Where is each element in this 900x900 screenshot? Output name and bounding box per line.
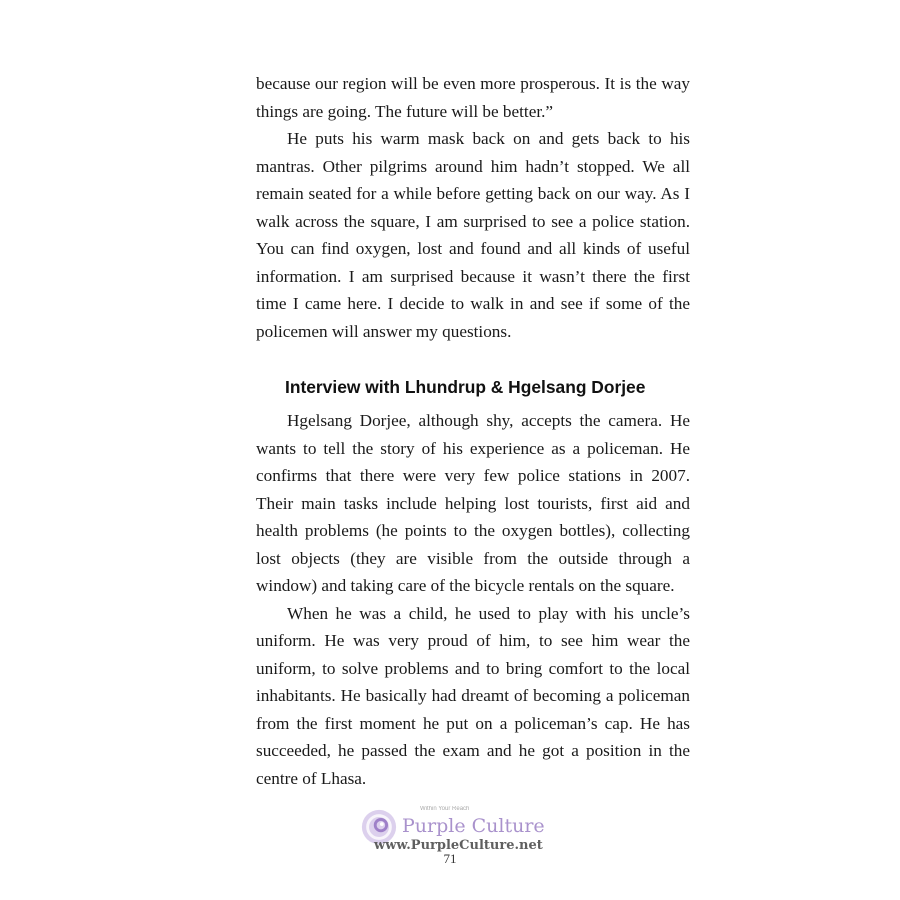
watermark-tagline: Within Your Reach [420, 806, 470, 812]
text-block-top [256, 70, 690, 345]
watermark-url: www.PurpleCulture.net [374, 838, 543, 853]
page-number: 71 [443, 851, 457, 866]
text-block-bottom [256, 407, 690, 792]
paragraph-childhood: When he was a child, he used to play with his uncle’s uniform. He was very proud of him, to see him wear the uniform, to solve problems and to bring comfort to the local inhabitants. He basically had dreamt of becoming a policeman from the first moment he put on a policeman’s cap. He has succeeded, he passed the exam and he got a position in the centre of Lhasa. [256, 603, 690, 788]
section-heading: Interview with Lhundrup & Hgelsang Dorjee [285, 377, 646, 397]
paragraph-continuation: because our region will be even more prosperous. It is the way things are going. The future will be better.” [256, 74, 690, 121]
paragraph-interview: Hgelsang Dorjee, although shy, accepts the camera. He wants to tell the story of his experience as a policeman. He confirms that there were very few police stations in 2007. Their main tasks include helping lost tourists, first aid and health problems (he points to the oxygen bottles), collecting lost objects (they are visible from the outside through a window) and taking care of the bicycle rentals on the square. [256, 411, 690, 595]
paragraph-police-station: He puts his warm mask back on and gets back to his mantras. Other pilgrims around him hadn’t stopped. We all remain seated for a while before getting back on our way. As I walk across the square, I am surprised to see a police station. You can find oxygen, lost and found and all kinds of useful information. I am surprised because it wasn’t there the first time I came here. I decide to walk in and see if some of the policemen will answer my questions. [256, 129, 690, 341]
watermark-brand: Purple Culture [402, 815, 545, 837]
